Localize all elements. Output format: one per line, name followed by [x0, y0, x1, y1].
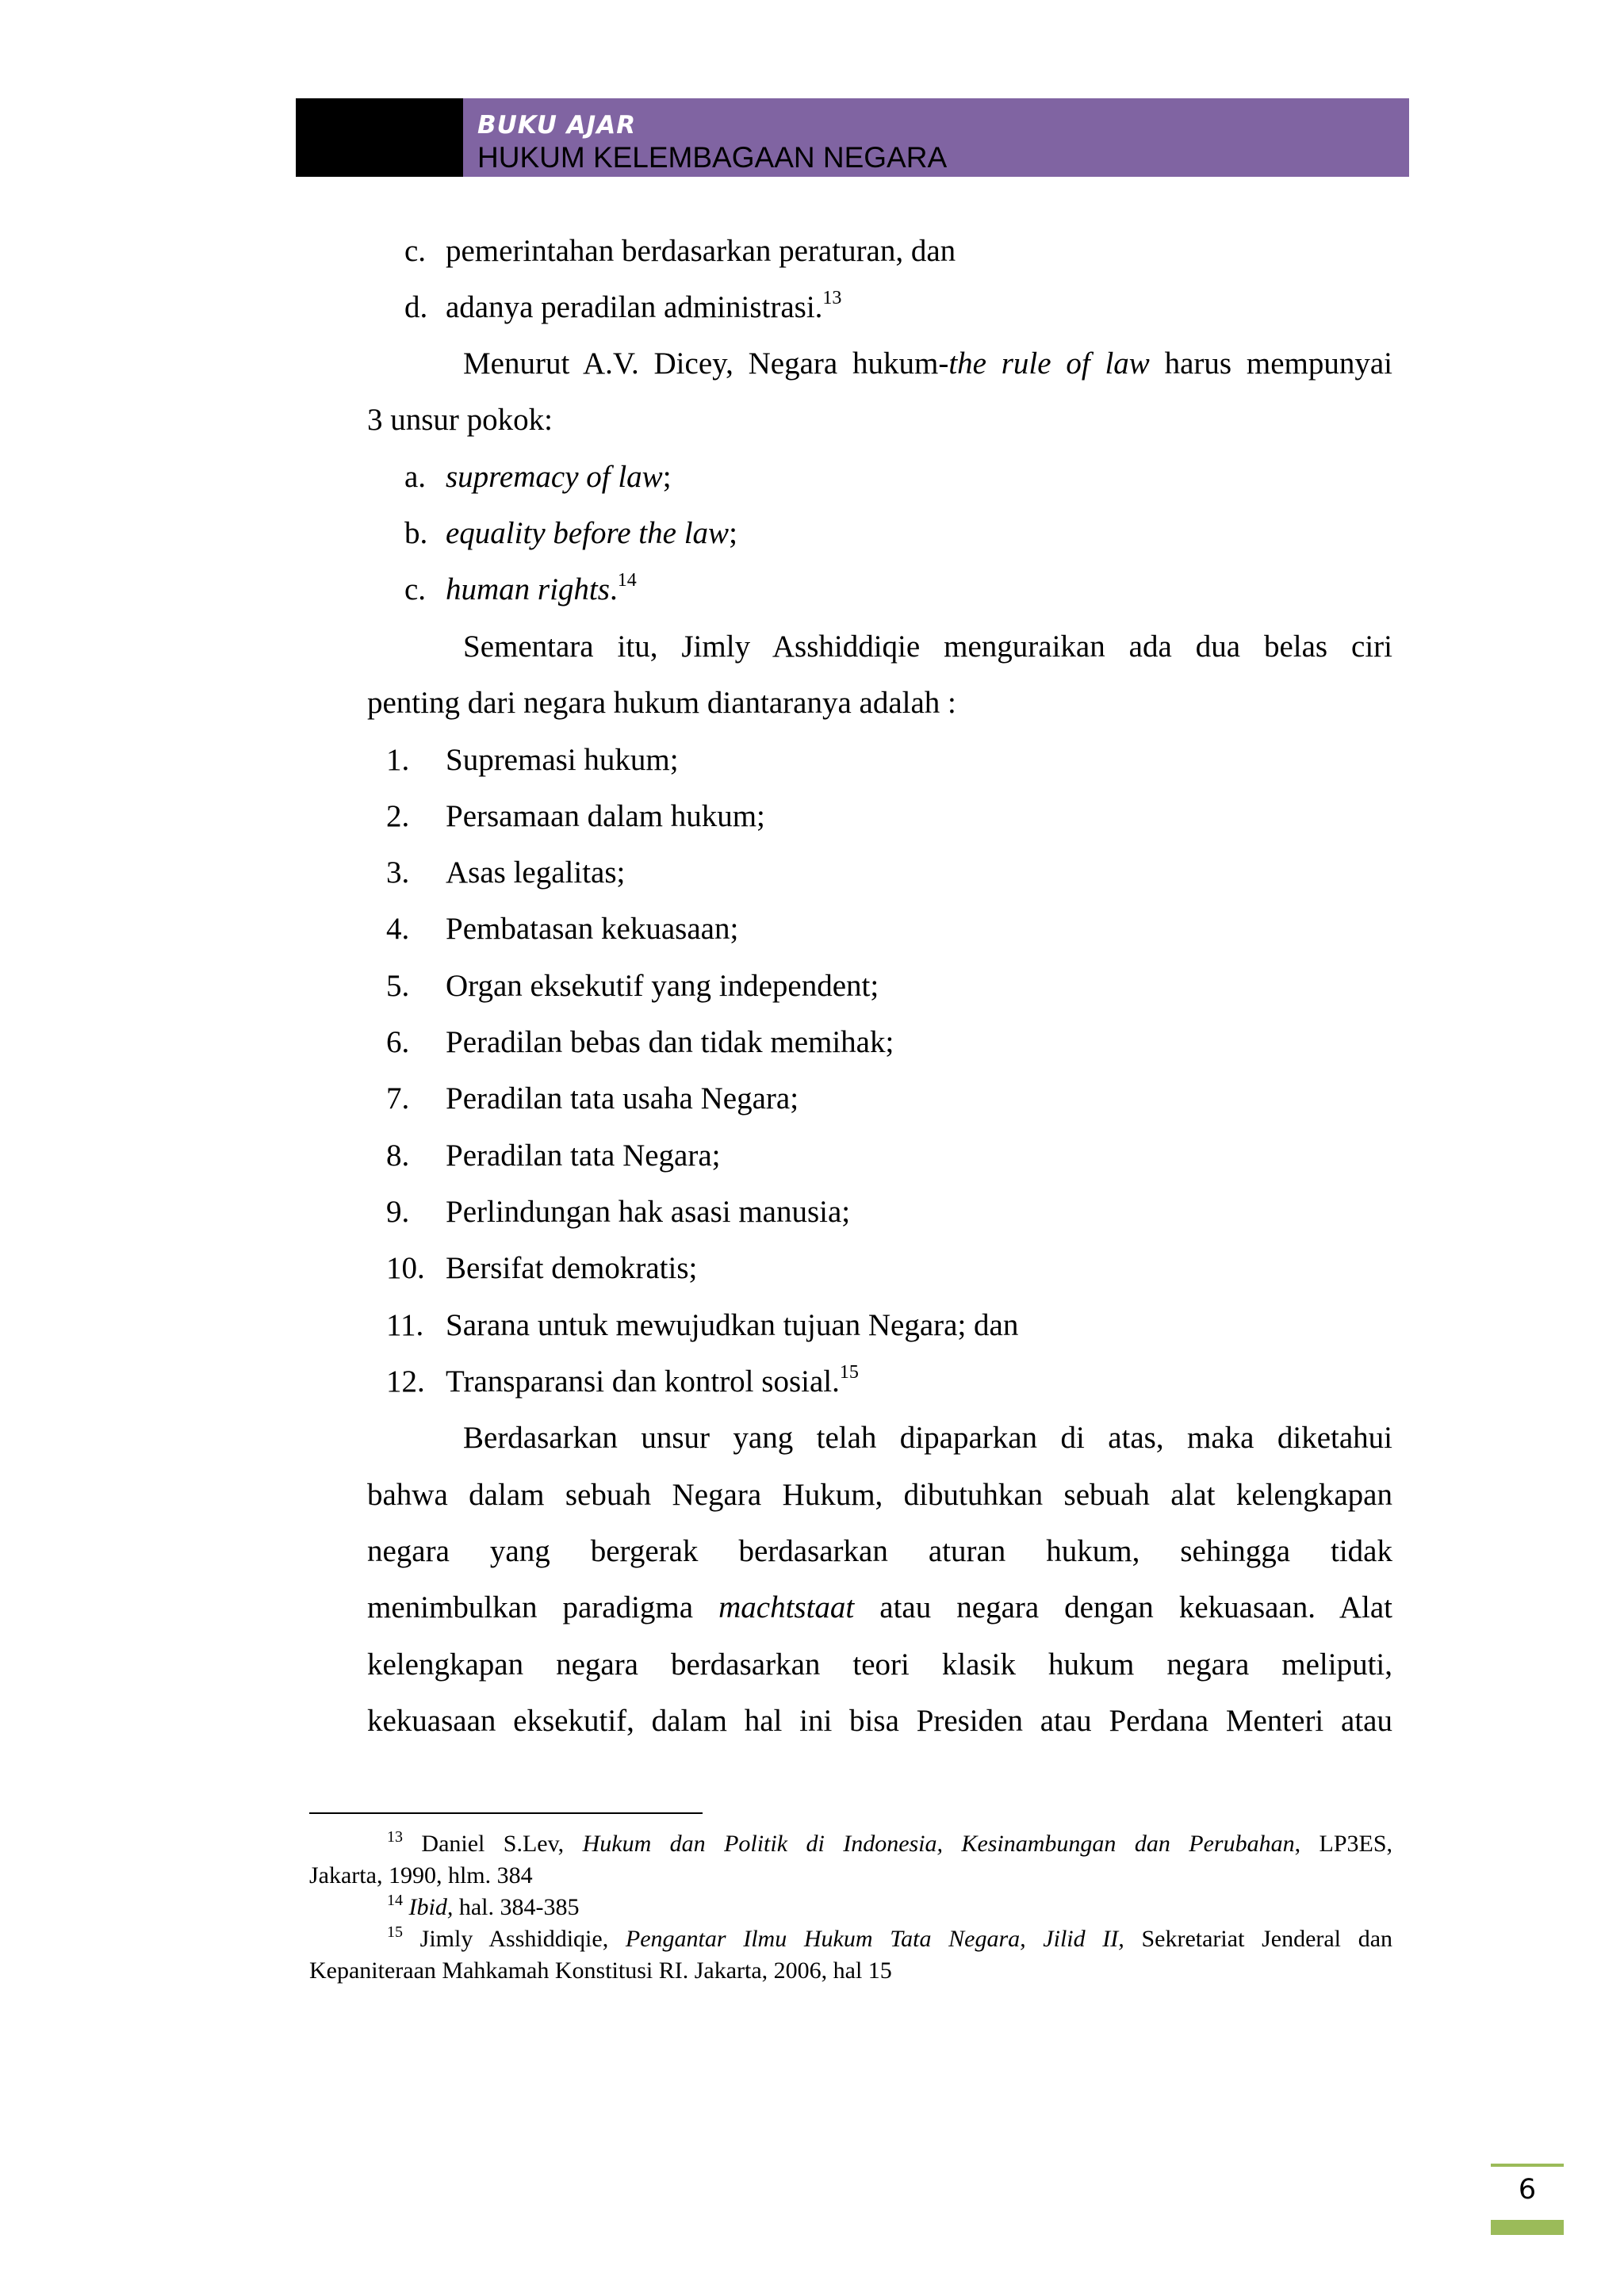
footnote-ref[interactable]: 14	[617, 570, 637, 591]
header-series-label: BUKU AJAR	[477, 111, 637, 140]
list-marker: c.	[404, 572, 427, 607]
paragraph-line: kelengkapan negara berdasarkan teori klasik hukum negara meliputi,	[367, 1647, 1392, 1682]
list-marker: 11.	[386, 1308, 424, 1342]
list-item: pemerintahan berdasarkan peraturan, dan	[446, 234, 956, 268]
list-item: equality before the law;	[446, 516, 737, 550]
list-item: Peradilan tata Negara;	[446, 1138, 721, 1173]
paragraph-line: bahwa dalam sebuah Negara Hukum, dibutuhkan sebuah alat kelengkapan	[367, 1478, 1392, 1512]
list-item: Transparansi dan kontrol sosial.$^{15}$	[446, 1362, 859, 1399]
list-item: Asas legalitas;	[446, 855, 626, 890]
list-marker: d.	[404, 290, 428, 324]
list-marker: 7.	[386, 1081, 410, 1115]
list-marker: c.	[404, 234, 427, 268]
paragraph-line: penting dari negara hukum diantaranya adalah :	[367, 686, 956, 720]
footnote-separator	[309, 1812, 703, 1814]
list-item: adanya peradilan administrasi.$^{13}$	[446, 288, 842, 324]
list-marker: 12.	[386, 1364, 425, 1399]
list-item: human rights.$^{14}$	[446, 570, 637, 607]
list-item: Pembatasan kekuasaan;	[446, 912, 739, 946]
list-item: Supremasi hukum;	[446, 743, 679, 777]
list-item: Sarana untuk mewujudkan tujuan Negara; dan	[446, 1308, 1019, 1342]
list-marker: 2.	[386, 799, 410, 833]
list-item: Peradilan bebas dan tidak memihak;	[446, 1025, 894, 1059]
list-item: Persamaan dalam hukum;	[446, 799, 765, 833]
list-marker: 6.	[386, 1025, 410, 1059]
footnote-ref[interactable]: 15	[839, 1362, 859, 1383]
page-number-bottom-bar	[1491, 2220, 1564, 2235]
header-black-block	[296, 98, 463, 177]
paragraph-line: 3 unsur pokok:	[367, 403, 553, 437]
list-marker: 4.	[386, 912, 410, 946]
footnote-14: $^{14}$ Ibid, hal. 384-385	[387, 1892, 580, 1920]
paragraph-line: negara yang bergerak berdasarkan aturan hukum, sehingga tidak	[367, 1534, 1392, 1568]
list-item: supremacy of law;	[446, 460, 672, 494]
paragraph-line: kekuasaan eksekutif, dalam hal ini bisa Presiden atau Perdana Menteri atau	[367, 1704, 1392, 1738]
paragraph-line: Sementara itu, Jimly Asshiddiqie menguraikan ada dua belas ciri	[463, 629, 1392, 664]
list-marker: 3.	[386, 855, 410, 890]
list-marker: 8.	[386, 1138, 410, 1173]
list-marker: 10.	[386, 1251, 425, 1285]
list-item: Organ eksekutif yang independent;	[446, 969, 879, 1003]
footnote-13: $^{13}$ Daniel S.Lev, Hukum dan Politik di Indonesia, Kesinambungan dan Perubahan, LP3ES,	[387, 1828, 1393, 1857]
list-item: Bersifat demokratis;	[446, 1251, 698, 1285]
list-marker: 1.	[386, 743, 410, 777]
header-book-title: HUKUM KELEMBAGAAN NEGARA	[477, 141, 948, 174]
list-marker: b.	[404, 516, 428, 550]
footnote-13-continued: Jakarta, 1990, hlm. 384	[309, 1862, 533, 1888]
paragraph-line: Berdasarkan unsur yang telah dipaparkan di atas, maka diketahui	[463, 1421, 1392, 1455]
paragraph-line: menimbulkan paradigma machtstaat atau negara dengan kekuasaan. Alat	[367, 1590, 1392, 1624]
paragraph-line: Menurut A.V. Dicey, Negara hukum-the rule of law harus mempunyai	[463, 346, 1392, 381]
list-item: Peradilan tata usaha Negara;	[446, 1081, 799, 1115]
list-item: Perlindungan hak asasi manusia;	[446, 1195, 851, 1229]
page-number: 6	[1518, 2174, 1537, 2206]
footnote-15: $^{15}$ Jimly Asshiddiqie, Pengantar Ilmu Hukum Tata Negara, Jilid II, Sekretariat Jenderal dan	[387, 1923, 1393, 1952]
list-marker: a.	[404, 460, 427, 494]
list-marker: 5.	[386, 969, 410, 1003]
page-number-top-bar	[1491, 2164, 1564, 2167]
footnote-15-continued: Kepaniteraan Mahkamah Konstitusi RI. Jakarta, 2006, hal 15	[309, 1957, 892, 1984]
list-marker: 9.	[386, 1195, 410, 1229]
footnote-ref[interactable]: 13	[822, 288, 842, 308]
